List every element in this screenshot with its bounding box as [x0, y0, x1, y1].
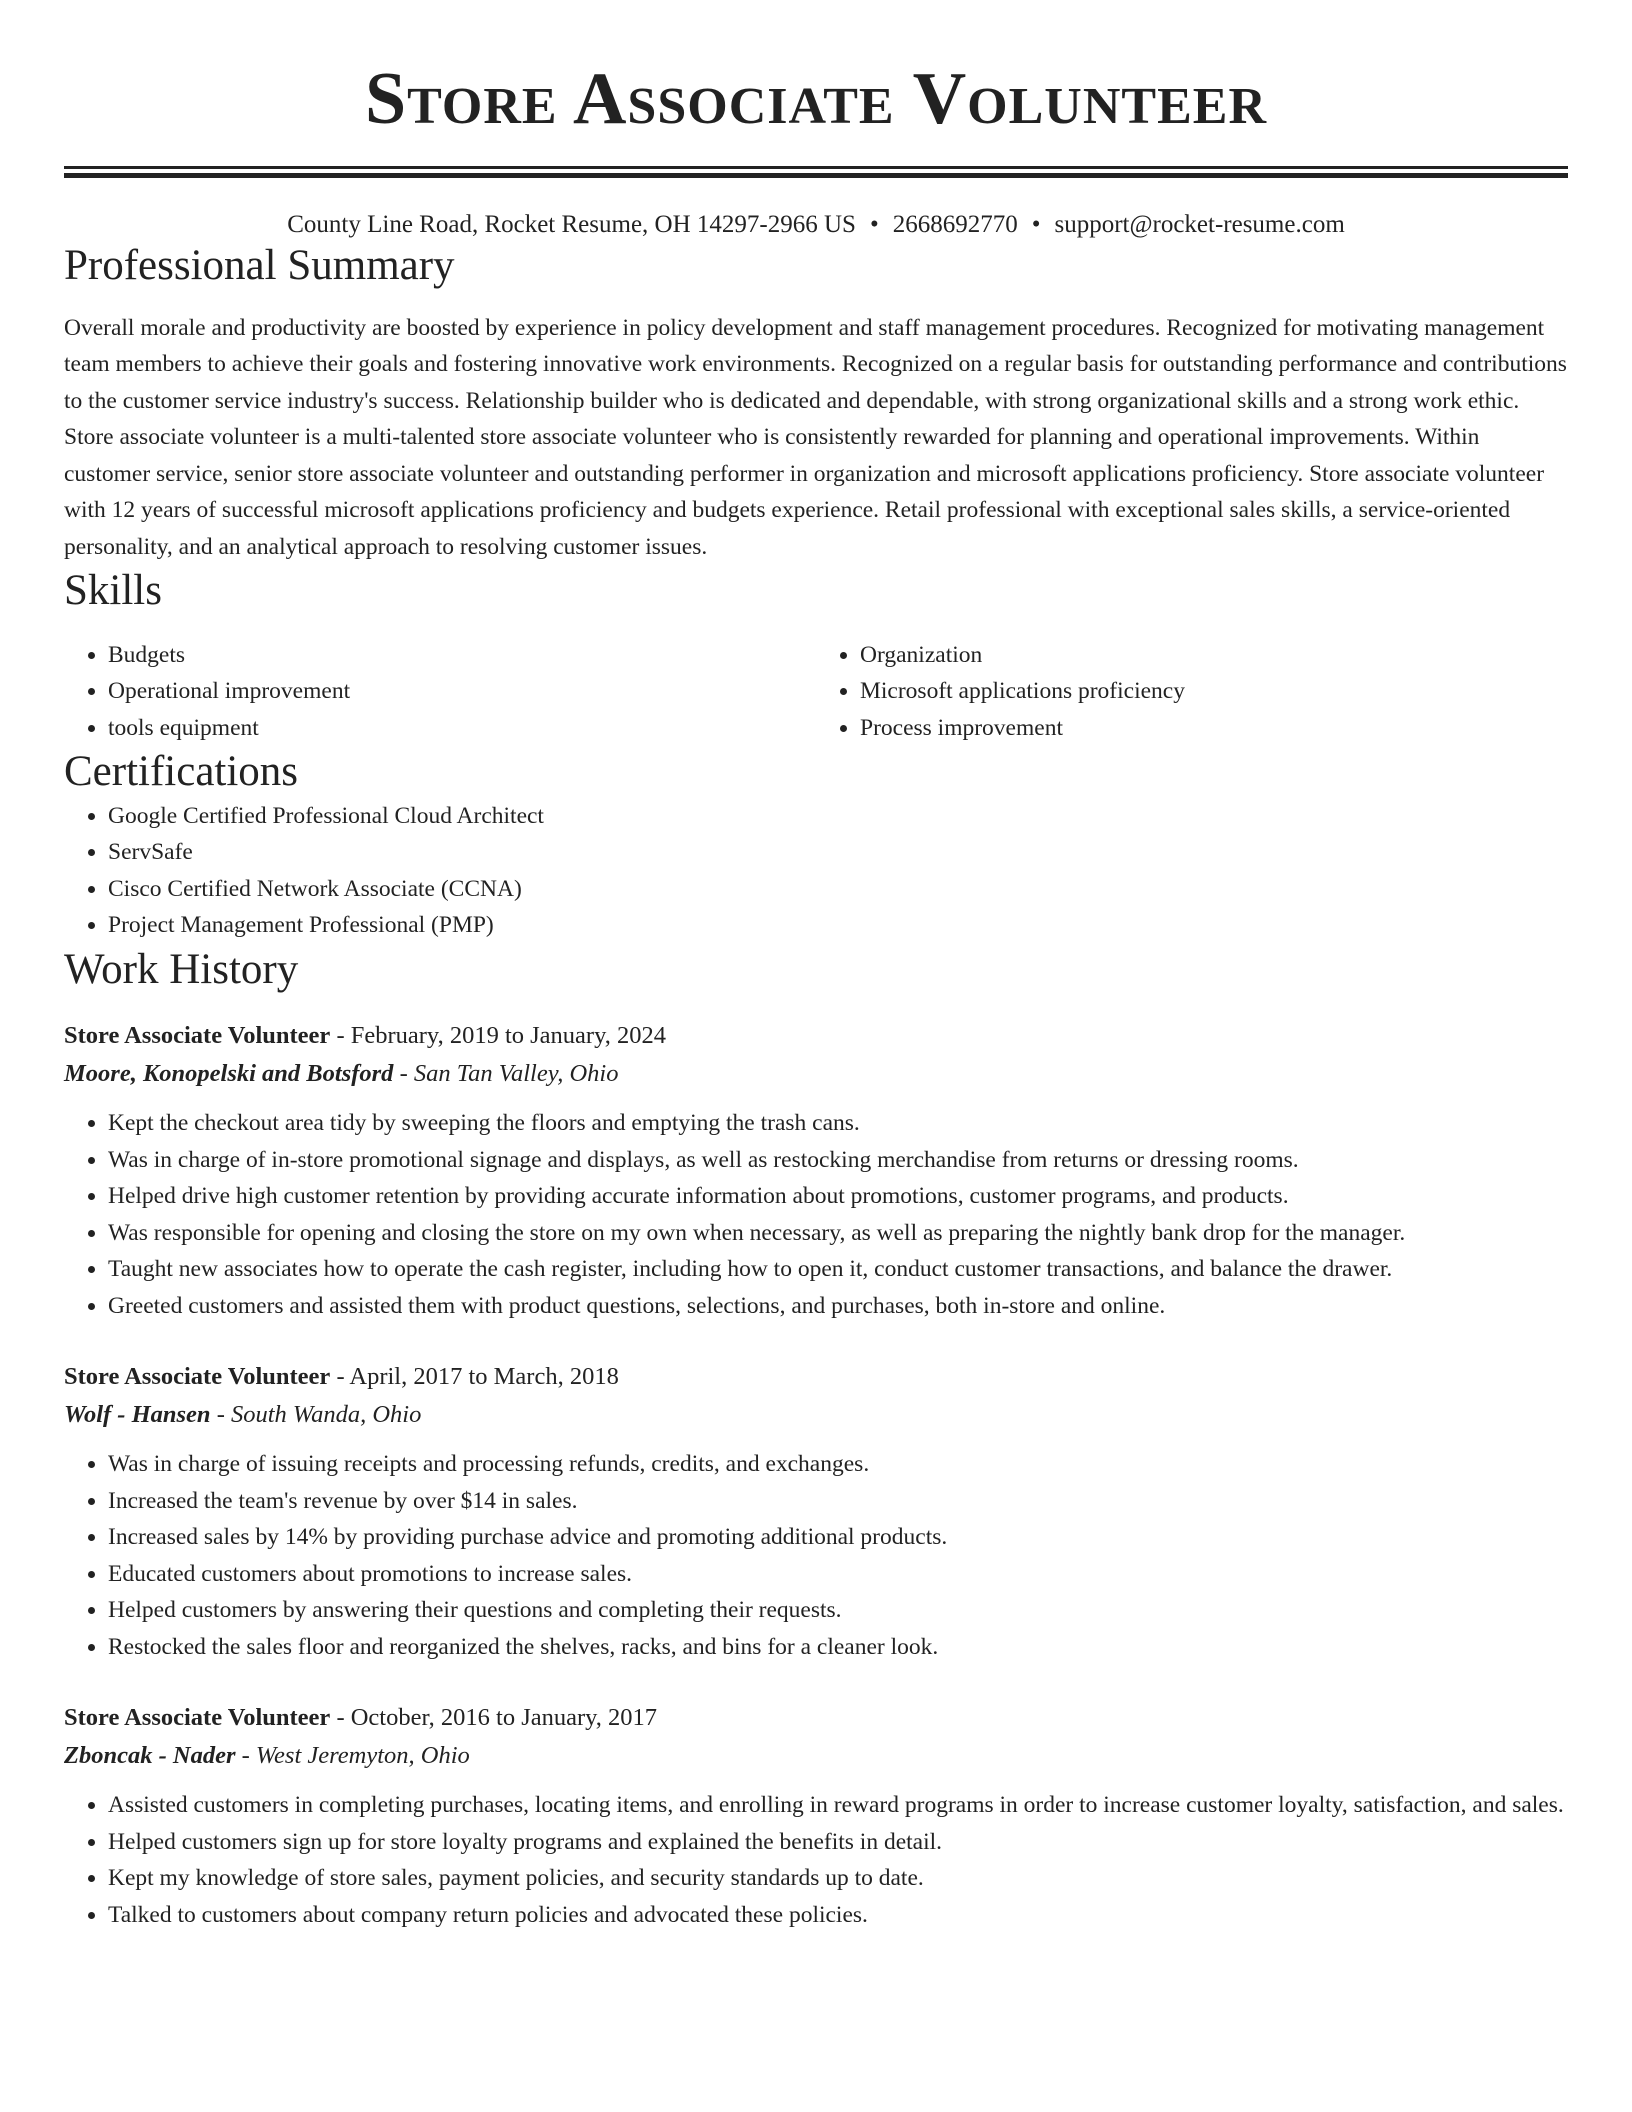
job-title: Store Associate Volunteer — [64, 1363, 331, 1391]
contact-separator: • — [1031, 211, 1041, 238]
skill-item: • Microsoft applications proficiency — [860, 673, 1568, 710]
duty-item: • Helped customers by answering their questions and completing their requests. — [108, 1592, 1568, 1629]
job-title-line — [64, 1358, 1568, 1396]
job-company-line — [64, 1396, 1568, 1434]
duty-item: • Increased sales by 14% by providing purchase advice and promoting additional products. — [108, 1519, 1568, 1556]
skill-item: • Budgets — [108, 637, 816, 674]
job-entry — [64, 1699, 1568, 1933]
contact-email: support@rocket-resume.com — [1054, 211, 1345, 238]
job-duties — [64, 1787, 1568, 1933]
duty-item: • Assisted customers in completing purchases, locating items, and enrolling in reward programs in order to increase customer loyalty, satisfaction, and sales. — [108, 1787, 1568, 1824]
skills-heading: Skills — [64, 567, 162, 615]
skills-column-right — [816, 637, 1568, 747]
duty-item: • Was in charge of in-store promotional signage and displays, as well as restocking merchandise from returns or dressing rooms. — [108, 1142, 1568, 1179]
skill-item: • Organization — [860, 637, 1568, 674]
summary-heading: Professional Summary — [64, 242, 455, 289]
skills-column-left — [64, 637, 816, 747]
duty-item: • Helped customers sign up for store loyalty programs and explained the benefits in detail. — [108, 1824, 1568, 1861]
duty-item: • Was in charge of issuing receipts and processing refunds, credits, and exchanges. — [108, 1446, 1568, 1483]
job-dates: - April, 2017 to March, 2018 — [330, 1363, 619, 1391]
skills-list — [64, 637, 1568, 747]
job-duties — [64, 1105, 1568, 1324]
job-entry — [64, 1017, 1568, 1324]
duty-item: • Restocked the sales floor and reorganized the shelves, racks, and bins for a cleaner look. — [108, 1629, 1568, 1666]
contact-phone: 2668692770 — [892, 211, 1018, 238]
contact-line — [64, 210, 1568, 240]
job-location: - South Wanda, Ohio — [210, 1401, 422, 1429]
work-history-heading: Work History — [64, 945, 299, 993]
duty-item: • Was responsible for opening and closing the store on my own when necessary, as well as preparing the nightly bank drop for the manager. — [108, 1215, 1568, 1252]
job-duties — [64, 1446, 1568, 1665]
job-dates: - October, 2016 to January, 2017 — [330, 1704, 658, 1732]
skill-item: • Operational improvement — [108, 673, 816, 710]
resume-title: Store Associate Volunteer — [364, 58, 1268, 140]
certification-item: • Project Management Professional (PMP) — [108, 907, 1568, 944]
summary-text: Overall morale and productivity are boosted by experience in policy development and staff management procedures. Recognized for motivating management team members to achieve their goals and fostering innovative work environments. Recognized on a regular basis for outstanding performance and contributions to the customer service industry's success. Relationship builder who is dedicated and dependable, with strong organizational skills and a strong work ethic. Store associate volunteer is a multi-talented store associate volunteer who is consistently rewarded for planning and operational improvements. Within customer service, senior store associate volunteer and outstanding performer in organization and microsoft applications proficiency. Store associate volunteer with 12 years of successful microsoft applications proficiency and budgets experience. Retail professional with exceptional sales skills, a service-oriented personality, and an analytical approach to resolving customer issues. — [64, 314, 1567, 560]
job-title-line — [64, 1017, 1568, 1055]
job-location: - San Tan Valley, Ohio — [393, 1060, 619, 1088]
duty-item: • Helped drive high customer retention by providing accurate information about promotions, customer programs, and products. — [108, 1178, 1568, 1215]
job-title-line — [64, 1699, 1568, 1737]
job-company: Moore, Konopelski and Botsford — [64, 1060, 394, 1088]
job-location: - West Jeremyton, Ohio — [235, 1742, 470, 1770]
certification-item: • Google Certified Professional Cloud Architect — [108, 798, 1568, 835]
duty-item: • Talked to customers about company return policies and advocated these policies. — [108, 1897, 1568, 1934]
job-title: Store Associate Volunteer — [64, 1022, 331, 1050]
job-title: Store Associate Volunteer — [64, 1704, 331, 1732]
duty-item: • Kept the checkout area tidy by sweeping the floors and emptying the trash cans. — [108, 1105, 1568, 1142]
job-company-line — [64, 1055, 1568, 1093]
certification-item: • ServSafe — [108, 834, 1568, 871]
job-dates: - February, 2019 to January, 2024 — [330, 1022, 666, 1050]
certification-item: • Cisco Certified Network Associate (CCNA) — [108, 871, 1568, 908]
contact-address: County Line Road, Rocket Resume, OH 14297-2966 US — [287, 211, 856, 238]
duty-item: • Increased the team's revenue by over $14 in sales. — [108, 1483, 1568, 1520]
duty-item: • Greeted customers and assisted them with product questions, selections, and purchases, both in-store and online. — [108, 1288, 1568, 1325]
duty-item: • Kept my knowledge of store sales, payment policies, and security standards up to date. — [108, 1860, 1568, 1897]
contact-separator: • — [869, 211, 879, 238]
certifications-list — [64, 798, 1568, 944]
duty-item: • Taught new associates how to operate the cash register, including how to open it, conduct customer transactions, and balance the drawer. — [108, 1251, 1568, 1288]
skill-item: • Process improvement — [860, 710, 1568, 747]
title-divider — [64, 166, 1568, 178]
certifications-heading: Certifications — [64, 748, 299, 796]
job-company-line — [64, 1737, 1568, 1775]
job-company: Zboncak - Nader — [64, 1742, 236, 1770]
job-entry — [64, 1358, 1568, 1665]
duty-item: • Educated customers about promotions to increase sales. — [108, 1556, 1568, 1593]
job-company: Wolf - Hansen — [64, 1401, 211, 1429]
skill-item: • tools equipment — [108, 710, 816, 747]
